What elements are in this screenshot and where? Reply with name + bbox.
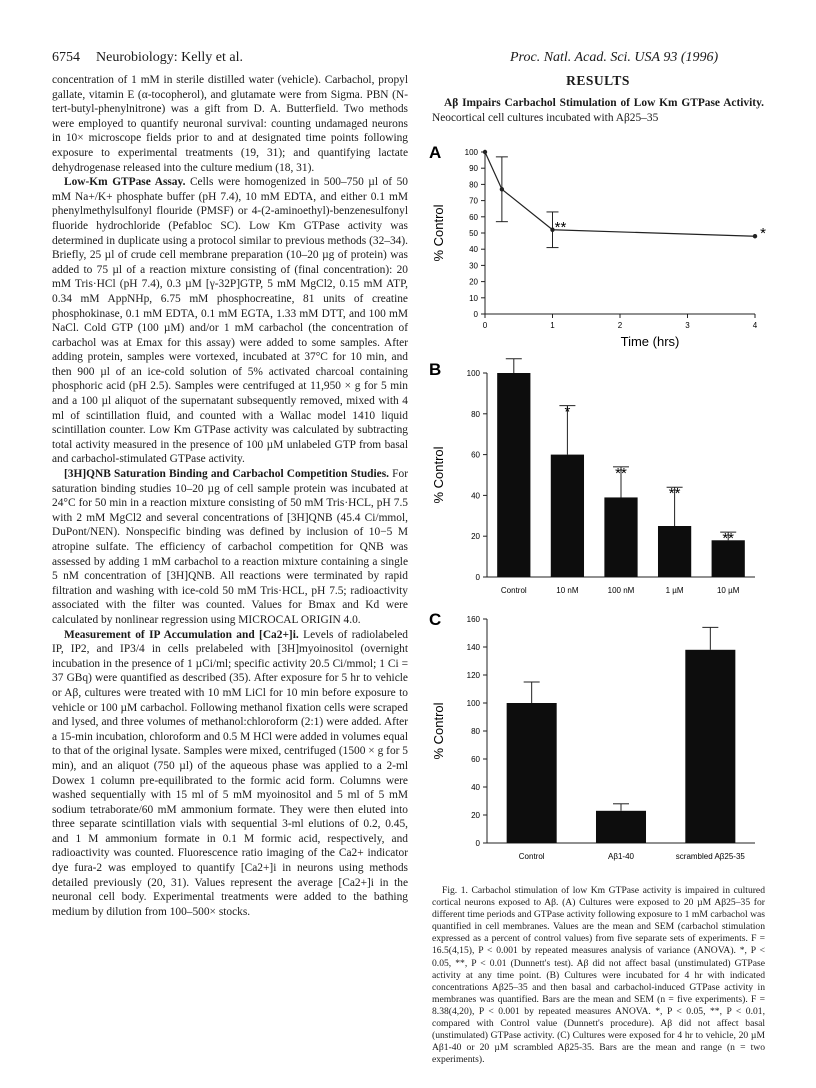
panel-label: B (429, 360, 442, 379)
x-tick-label: 2 (617, 321, 623, 330)
y-tick-label: 30 (469, 261, 478, 271)
category-label: 1 µM (665, 586, 684, 595)
bar (604, 497, 637, 577)
series-line (485, 152, 755, 236)
line-chart-a (425, 138, 770, 350)
y-axis-label: % Control (431, 204, 446, 262)
significance-marker: * (564, 403, 571, 421)
qnb-heading: [3H]QNB Saturation Binding and Carbachol Competition Studies. (64, 468, 390, 481)
panel-label: A (429, 143, 442, 162)
y-tick-label: 140 (466, 643, 480, 652)
gtpase-body: Cells were homogenized in 500–750 µl of 50 mM Na+/K+ phosphate buffer (pH 7.4), 10 mM EDTA, and either 0.1 mM phenylmethylsulfonyl flouride (PMSF) or 4-(2-aminoethyl)-benzenesulfonyl fluoride hydrochloride (Pefabloc SC). Low Km GTPase activity was determined in duplicate using a protocol similar to previous methods (32–34). Briefly, 25 µl of crude cell membrane preparation (10–20 µg of protein) was added to 75 µl of a reaction mixture consisting of (final concentration): 20 mM Tris·HCl (pH 7.4), 0.3 µM [γ-32P]GTP, 5 mM MgCl2, 0.15 mM ATP, 0.34 mM AppNHp, 6.75 mM phosphocreatine, 81 units of creatine phosphokinase, 0.1 mM EDTA, 0.1 mM EGTA, 1.33 mM DTT, and 100 mM NaCl. Cold GTP (100 µM) and/or 1 mM carbachol (the concentration of carbachol was at Emax for this assay) were added to some samples. After adding protein, samples were vortexed, incubated at 37°C for 10 min, and then 900 µl of an ice-cold solution of 5% activated charcoal containing phosphoric acid (pH 2.5). Samples were centrifuged at 11,950 × g for 5 min and a 100 µl aliquot of the supernatant subsequently removed, mixed with 4 ml of scintillation fluid, and counted with a Wallac model 1410 liquid scintillation counter. Low Km GTPase activity was calculated by subtracting total activity measured in the presence of 100 µM unlabeled GTP from basal and carbachol-stimulated GTPase activity. (52, 176, 408, 466)
bar (596, 811, 646, 843)
methods-paragraph-qnb (52, 467, 408, 628)
x-tick-label: 4 (752, 321, 758, 330)
significance-marker: ** (668, 485, 681, 503)
page-number: 6754 (52, 50, 80, 65)
category-label: Control (500, 586, 527, 595)
x-tick-label: 0 (482, 321, 488, 330)
journal-citation: Proc. Natl. Acad. Sci. USA 93 (1996) (510, 50, 719, 65)
y-tick-label: 50 (469, 229, 478, 238)
category-label: scrambled Aβ25-35 (675, 852, 745, 861)
y-tick-label: 20 (469, 277, 478, 287)
significance-marker: ** (554, 218, 567, 236)
y-tick-label: 40 (471, 491, 480, 501)
y-tick-label: 90 (469, 164, 478, 174)
category-label: 100 nM (607, 586, 635, 595)
results-subheading: Aβ Impairs Carbachol Stimulation of Low Km GTPase Activity. (444, 97, 764, 109)
bar (551, 455, 584, 577)
y-tick-label: 40 (471, 783, 480, 792)
left-column (52, 73, 408, 919)
results-text: Neocortical cell cultures incubated with Aβ25–35 (432, 111, 659, 124)
y-tick-label: 10 (469, 293, 478, 303)
bar (497, 373, 530, 577)
significance-marker: ** (615, 464, 627, 482)
data-point (753, 234, 757, 238)
methods-paragraph-reagents: concentration of 1 mM in sterile distilled water (vehicle). Carbachol, propyl gallate, vitamin E (α-tocopherol), and glutamate were from Sigma. PBN (N-tert-butyl-phenylnitrone) was a gift from D. A. Butterfield. Two methods were employed to quantify neuronal survival: counting undamaged neurons in 10× microscope fields prior to and at designated time points following exposure to experimental treatments (19, 31); and quantifying lactate dehydrogenase released into the culture medium (18, 31). (52, 74, 408, 174)
y-tick-label: 40 (469, 245, 478, 255)
results-intro (432, 96, 764, 125)
bar-chart-c (425, 607, 770, 877)
qnb-body: For saturation binding studies 10–20 µg of cell sample protein was incubated at 24°C for 50 min in a reaction mixture consisting of 50 mM Tris·HCL, pH 7.5 with 2 mM MgCl2 and several concentrations of [3H]QNB (45.4 Ci/mmol, DuPont/NEN). Nonspecific binding was defined by inclusion of 10−5 M atropine sulfate. The efficiency of carbachol competition for QNB was assessed by adding 1 mM carbachol to a reaction mixture containing a single 5 nM concentration of [3H]QNB. All reactions were terminated by rapid filtration and washing with ice-cold 50 mM Tris·HCL, pH 7.5; radioactivity associated with the filter was counted. Values for Bmax and Kd were calculated by nonlinear regression using MICROCAL ORIGIN 4.0. (52, 468, 409, 626)
y-tick-label: 60 (471, 755, 480, 764)
y-tick-label: 20 (471, 811, 480, 820)
gtpase-heading: Low-Km GTPase Assay. (64, 176, 186, 189)
category-label: 10 nM (556, 586, 579, 595)
panel-label: C (429, 610, 442, 629)
y-tick-label: 0 (475, 573, 480, 582)
data-point (500, 187, 504, 191)
bar (685, 650, 735, 843)
y-tick-label: 160 (466, 615, 480, 624)
bar-chart-b (425, 357, 770, 599)
y-tick-label: 0 (475, 839, 480, 848)
x-tick-label: 1 (550, 321, 555, 330)
ip-heading: Measurement of IP Accumulation and [Ca2+]i. (64, 628, 299, 641)
y-tick-label: 60 (471, 450, 480, 460)
figure-panel-c (425, 607, 770, 877)
significance-marker: * (760, 225, 766, 243)
significance-marker: ** (722, 530, 735, 548)
bar (507, 703, 557, 843)
x-axis-label: Time (hrs) (620, 334, 680, 349)
y-tick-label: 80 (471, 727, 480, 736)
results-heading: RESULTS (566, 73, 630, 88)
y-tick-label: 100 (464, 148, 478, 157)
methods-paragraph-ip (52, 628, 408, 920)
y-tick-label: 80 (469, 180, 478, 190)
y-tick-label: 80 (471, 409, 480, 419)
y-tick-label: 60 (469, 212, 478, 222)
y-tick-label: 100 (466, 369, 480, 378)
bar (658, 526, 691, 577)
category-label: Aβ1-40 (608, 852, 634, 861)
data-point (483, 150, 487, 154)
figure-panel-a (425, 138, 770, 350)
journal-section: Neurobiology: Kelly et al. (96, 50, 243, 65)
figure-caption: Fig. 1. Carbachol stimulation of low Km GTPase activity is impaired in cultured cortical neurons exposed to Aβ. (A) Cultures were exposed to 20 µM Aβ25–35 for different time periods and GTPase activity following exposure to 1 mM carbachol was quantified in cell membranes. Values are the mean and SEM (carbachol stimulation expressed as a percent of control values) from five separate sets of experiments. F = 16.5(4,15), P < 0.001 by repeated measures analysis of variance (ANOVA). *, P < 0.05, **, P < 0.01 (Dunnett's test). Aβ did not affect basal (unstimulated) GTPase activity at any time point. (B) Cultures were incubated for 4 hr with indicated concentrations Aβ25–35 and then basal and carbachol-induced GTPase activity in membranes was quantified. Bars are the mean and SEM (n = five experiments). F = 8.38(4,20), P < 0.001 by repeated measures ANOVA. *, P < 0.05, **, P < 0.01, compared with Control value (Dunnett's procedure). Aβ did not affect basal (unstimulated) GTPase activity. (C) Cultures were exposed for 4 hr to vehicle, 20 µM Aβ1-40 or 20 µM scrambled Aβ25-35. Bars are the mean and range (n = two experiments). (432, 885, 765, 1066)
y-tick-label: 120 (466, 671, 480, 680)
figure-panel-b (425, 357, 770, 599)
y-tick-label: 20 (471, 532, 480, 542)
ip-body: Levels of radiolabeled IP, IP2, and IP3/4 in cells prelabeled with [3H]myoinositol (overnight incubation in the presence of 1 µCi/ml; specific activity 20.5 Ci/mmol; 1 Ci = 37 GBq) were quantified as described (35). After exposure for 5 hr to vehicle or Aβ, cultures were treated with 10 mM LiCl for 10 min before exposure to vehicle or 100 µM carbachol. Following methanol fixation cells were scraped and lysed, and three volumes of methanol:chloroform (2:1) were added. After a 15-min incubation, chloroform and 0.5 M HCl were added in volumes equal to that of the original lysate. Samples were mixed, centrifuged (1500 × g for 5 min), and an aliquot (750 µl) of the aqueous phase was applied to a 2-ml Dowex 1 column pre-equilibrated to the formic acid form. Columns were washed sequentially with 15 ml of 5 mM myoinositol and 5 ml of 5 mM sodium tetraborate/60 mM ammonium formate. They were then eluted into three separate scintillation vials with sequential 3-ml elutions of 0.2, 0.45, and 1 M ammonium formate in 0.1 M formic acid, respectively, and radioactivity was counted. Fluorescence ratio imaging of the Ca2+ indicator dye fura-2 was employed to quantify [Ca2+]i in neurons using methods detailed previously (20, 31). Values represent the average [Ca2+]i in the neuronal cell body. Experimental treatments were added to the bathing medium by dilution from 100–500× stocks. (52, 628, 409, 918)
y-axis-label: % Control (431, 702, 446, 760)
y-tick-label: 100 (466, 699, 480, 708)
y-axis-label: % Control (431, 446, 446, 504)
y-tick-label: 70 (469, 196, 478, 206)
x-tick-label: 3 (685, 321, 690, 330)
y-tick-label: 0 (473, 310, 478, 319)
methods-paragraph-gtpase (52, 175, 408, 467)
category-label: Control (518, 852, 545, 861)
category-label: 10 µM (716, 586, 740, 595)
